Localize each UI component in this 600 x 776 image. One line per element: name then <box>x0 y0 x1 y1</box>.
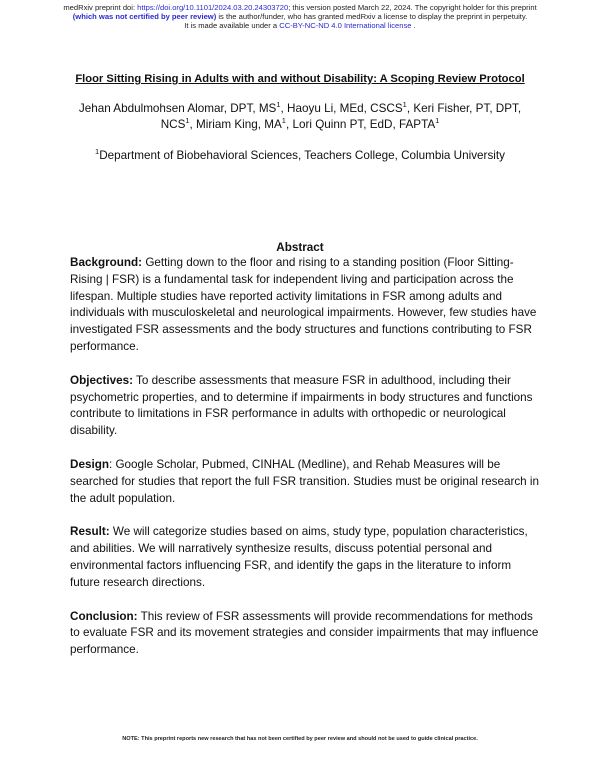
section-text: We will categorize studies based on aims, study type, population characteristics, and abilities. We will narratively synthesize results, discuss potential personal and environmental factors influencing FSR, and identify the gaps in the literature to inform future research directions. <box>70 525 528 589</box>
author-affil-sup: 1 <box>402 100 407 109</box>
doi-link[interactable]: https://doi.org/10.1101/2024.03.20.24303720 <box>137 3 289 12</box>
section-text: To describe assessments that measure FSR in adulthood, including their psychometric properties, and to determine if impairments in body structures and functions contribute to limitations in FSR performance in adults with orthopedic or neurological disability. <box>70 373 533 438</box>
header-line-3 <box>20 21 580 30</box>
objectives-paragraph <box>70 373 540 440</box>
author-affil-sup: 1 <box>435 116 440 125</box>
section-label: Result: <box>70 525 110 539</box>
author-affil-sup: 1 <box>276 100 281 109</box>
section-text: This review of FSR assessments will provide recommendations for methods to evaluate FSR and its movement strategies and consider impairments that may influence performance. <box>70 609 539 657</box>
result-paragraph <box>70 524 540 591</box>
design-paragraph <box>70 457 540 507</box>
header-line-1 <box>20 3 580 12</box>
author-name: Lori Quinn PT, EdD, FAPTA <box>292 118 436 131</box>
author-list <box>66 101 534 133</box>
affiliation-text: Department of Biobehavioral Sciences, Teachers College, Columbia University <box>99 149 505 162</box>
abstract-body <box>70 255 540 676</box>
paper-title: Floor Sitting Rising in Adults with and without Disability: A Scoping Review Protocol <box>75 73 525 85</box>
author-name: Jehan Abdulmohsen Alomar, DPT, MS <box>78 102 277 115</box>
author-affil-sup: 1 <box>185 116 190 125</box>
author-sep: , <box>406 102 414 115</box>
license-link[interactable]: CC-BY-NC-ND 4.0 International license <box>279 21 412 30</box>
header-text: . <box>411 21 416 30</box>
header-text: is the author/funder, who has granted medRxiv a license to display the preprint in perpetuity. <box>216 12 528 21</box>
author <box>292 118 439 131</box>
header-text: medRxiv preprint doi: <box>63 3 138 12</box>
section-label: Background: <box>70 256 143 269</box>
author-sep: , <box>280 102 288 115</box>
affiliation-sup: 1 <box>95 147 100 156</box>
section-label: Design <box>70 457 109 471</box>
peer-review-note: (which was not certified by peer review) <box>72 12 217 21</box>
background-paragraph <box>70 255 540 356</box>
author <box>287 102 413 115</box>
section-label: Objectives: <box>70 373 134 387</box>
author-sep: , <box>285 118 293 131</box>
preprint-footnote: NOTE: This preprint reports new research that has not been certified by peer review and should not be used to guide clinical practice. <box>122 736 478 742</box>
author-name: Haoyu Li, MEd, CSCS <box>287 102 403 115</box>
author-name: Miriam King, MA <box>196 118 282 131</box>
header-text: It is made available under a <box>184 21 280 30</box>
section-text: : Google Scholar, Pubmed, CINHAL (Medline), and Rehab Measures will be searched for studies that report the full FSR transition. Studies must be original research in the adult population. <box>70 457 540 505</box>
abstract-heading: Abstract <box>276 241 324 254</box>
author <box>79 102 287 115</box>
author-affil-sup: 1 <box>281 116 286 125</box>
conclusion-paragraph <box>70 609 540 659</box>
author-name: Keri Fisher, PT, DPT, NCS <box>160 102 522 131</box>
author <box>196 118 292 131</box>
header-line-2 <box>20 12 580 21</box>
section-text: Getting down to the floor and rising to a standing position (Floor Sitting-Rising | FSR) is a fundamental task for independent living and participation across the lifespan. Multiple studies have reported activity limitations in FSR among adults and individuals with musculoskeletal and neurological impairments. However, few studies have investigated FSR assessments and the body structures and functions contributing to FSR performance. <box>70 256 537 353</box>
header-text: ; this version posted March 22, 2024. The copyright holder for this preprint <box>288 3 537 12</box>
section-label: Conclusion: <box>70 609 138 623</box>
preprint-header <box>20 3 580 30</box>
affiliation <box>60 148 540 164</box>
author-sep: , <box>189 118 197 131</box>
